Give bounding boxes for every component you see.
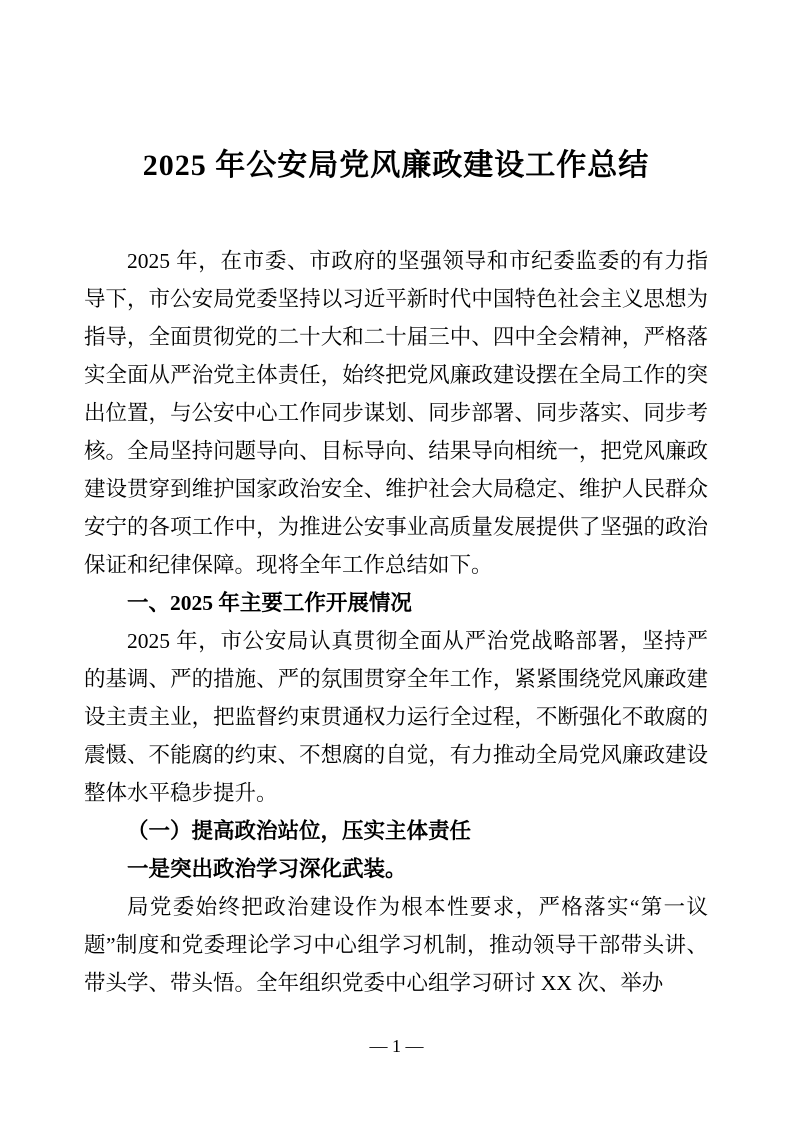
page-number: — 1 — — [369, 1036, 424, 1056]
point1-heading: 一是突出政治学习深化武装。 — [127, 857, 407, 881]
document-body — [84, 242, 708, 1002]
subsection1-heading: （一）提高政治站位，压实主体责任 — [127, 819, 472, 843]
point1-body-paragraph: 局党委始终把政治建设作为根本性要求，严格落实“第一议题”制度和党委理论学习中心组学习机制，推动领导干部带头讲、带头学、带头悟。全年组织党委中心组学习研讨 XX 次、举办 — [84, 895, 708, 995]
intro-paragraph: 2025 年，在市委、市政府的坚强领导和市纪委监委的有力指导下，市公安局党委坚持以习近平新时代中国特色社会主义思想为指导，全面贯彻党的二十大和二十届三中、四中全会精神，严格落实全面从严治党主体责任，始终把党风廉政建设摆在全局工作的突出位置，与公安中心工作同步谋划、同步部署、同步落实、同步考核。全局坚持问题导向、目标导向、结果导向相统一，把党风廉政建设贯穿到维护国家政治安全、维护社会大局稳定、维护人民群众安宁的各项工作中，为推进公安事业高质量发展提供了坚强的政治保证和纪律保障。现将全年工作总结如下。 — [84, 249, 708, 577]
document-title: 2025 年公安局党风廉政建设工作总结 — [142, 149, 650, 182]
section1-heading: 一、2025 年主要工作开展情况 — [127, 591, 412, 615]
section1-intro-paragraph: 2025 年，市公安局认真贯彻全面从严治党战略部署，坚持严的基调、严的措施、严的氛围贯穿全年工作，紧紧围绕党风廉政建设主责主业，把监督约束贯通权力运行全过程，不断强化不敢腐的震慑、不能腐的约束、不想腐的自觉，有力推动全局党风廉政建设整体水平稳步提升。 — [84, 629, 708, 805]
